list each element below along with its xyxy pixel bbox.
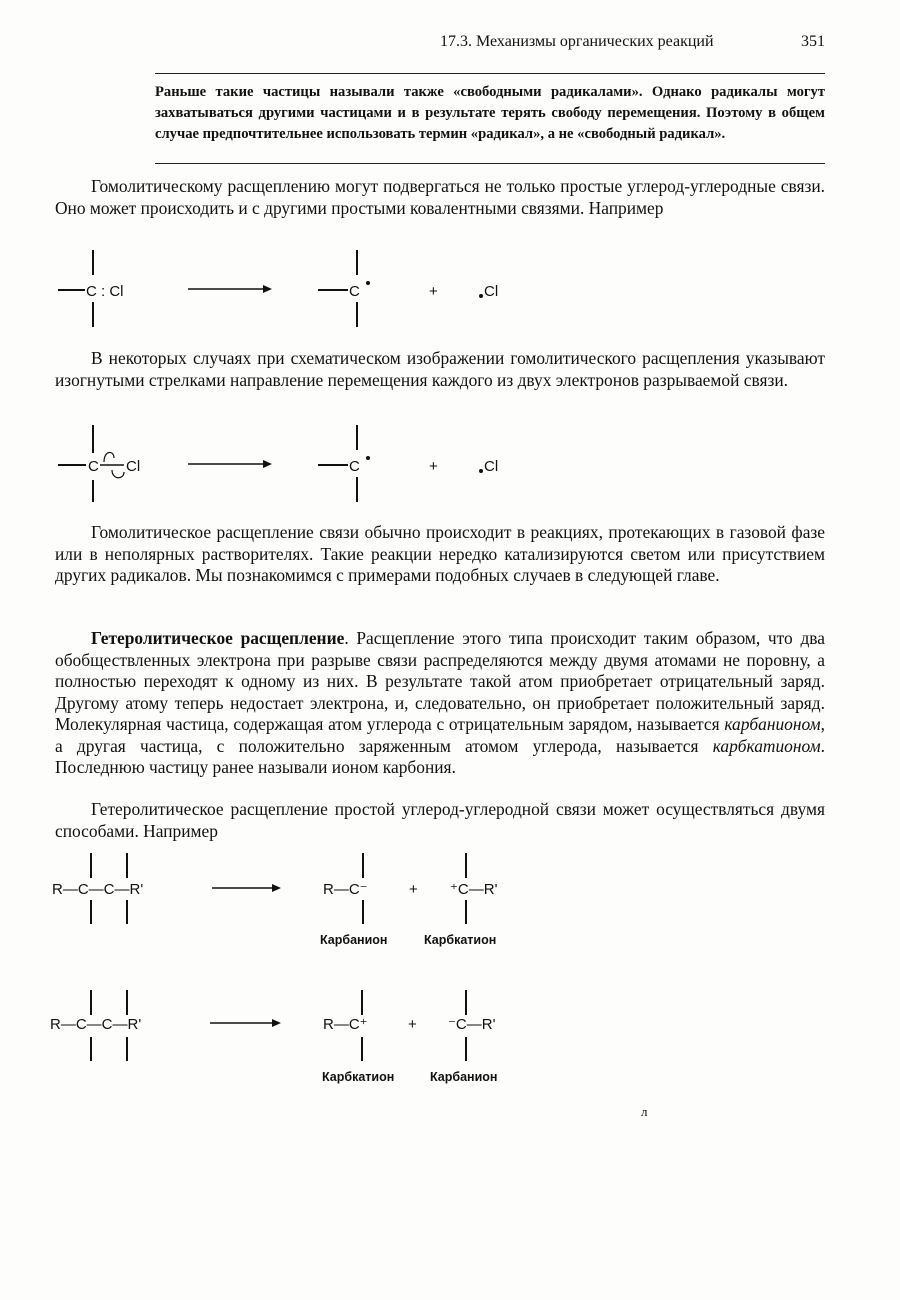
atom-cl: Cl (126, 458, 141, 475)
reaction-arrow-head (263, 285, 272, 293)
reaction-arrow-head (263, 460, 272, 468)
paragraph-text: В некоторых случаях при схематическом изображении гомолитического расщепления указывают изогнутыми стрелками направление перемещения каждого из двух электронов разрываемой связи. (55, 348, 825, 390)
paragraph-two-ways (55, 799, 825, 842)
page-number: 351 (801, 33, 825, 50)
caption-carbanion: Карбанион (430, 1070, 498, 1084)
reaction-arrow-head (272, 884, 281, 892)
note-bottom-rule (155, 163, 825, 164)
paragraph-text: Гетеролитическое расщепление простой углерод-углеродной связи может осуществляться двумя способами. Например (55, 799, 825, 841)
term-heterolytic: Гетеролитическое расщепление (91, 628, 345, 648)
plus-sign: + (429, 458, 438, 475)
curved-arrow-up (104, 452, 114, 462)
scheme-homolytic-1 (0, 245, 900, 335)
radical-dot (479, 469, 483, 473)
paragraph-gas-phase (55, 522, 825, 587)
product-carbocation: R—C⁺ (323, 1016, 368, 1033)
text-2: , а другая частица, с положительно заряженным атомом углерода, называется (55, 714, 825, 756)
paragraph-curved-arrows (55, 348, 825, 391)
reaction-arrow-head (272, 1019, 281, 1027)
plus-sign: + (408, 1016, 417, 1033)
paragraph-text: Гомолитическое расщепление связи обычно происходит в реакциях, протекающих в газовой фазе или в неполярных растворителях. Такие реакции нередко катализируются светом или присутствием других радикалов. Мы познакомимся с примерами подобных случаев в следующей главе. (55, 522, 825, 585)
running-header (440, 33, 825, 55)
scheme-heterolytic-1 (0, 848, 900, 958)
scheme-heterolytic-2 (0, 985, 900, 1095)
paragraph-text: Гомолитическому расщеплению могут подвергаться не только простые углерод-углеродные связи. Оно может происходить и с другими простыми ковалентными связями. Например (55, 176, 825, 218)
product-carbanion: R—C⁻ (323, 881, 368, 898)
reactant: R—C—C—R' (52, 881, 144, 898)
atom-cl: Cl (484, 458, 499, 475)
caption-carbocation: Карбкатион (322, 1070, 395, 1084)
paragraph-homolytic-intro (55, 176, 825, 219)
footnote-box: Раньше такие частицы называли также «свободными радикалами». Однако радикалы могут захватываться другими частицами и в результате терять свободу перемещения. Поэтому в общем случае предпочтительнее использовать термин «радикал», а не «свободный радикал». (155, 84, 825, 142)
term-carbanion: карбанионом (724, 714, 821, 734)
caption-carbocation: Карбкатион (424, 933, 497, 947)
radical-dot (366, 281, 370, 285)
product-carbanion: ⁻C—R' (448, 1016, 496, 1033)
text-1: . Расщепление этого типа происходит таким образом, что два обобществленных электрона при разрыве связи распределяются между двумя атомами не поровну, а полностью переходят к одному из них. В результате такой атом приобретает отрицательный заряд. Другому атому теперь недостает электрона, и, следовательно, он приобретает положительный заряд. Молекулярная частица, содержащая атом углерода с отрицательным зарядом, называется (55, 628, 825, 734)
atom-cl: Cl (484, 283, 499, 300)
atom-c: C : Cl (86, 283, 124, 300)
atom-c: C (88, 458, 99, 475)
plus-sign: + (429, 283, 438, 300)
atom-c-radical: C (349, 458, 360, 475)
reactant: R—C—C—R' (50, 1016, 142, 1033)
radical-dot (479, 294, 483, 298)
curved-arrow-down (112, 470, 124, 478)
plus-sign: + (409, 881, 418, 898)
product-carbocation: ⁺C—R' (450, 881, 498, 898)
atom-c-radical: C (349, 283, 360, 300)
note-top-rule (155, 73, 825, 74)
radical-dot (366, 456, 370, 460)
text-3: . Последнюю частицу ранее называли ионом карбония. (55, 735, 825, 777)
caption-carbanion: Карбанион (320, 933, 388, 947)
scheme-homolytic-2 (0, 420, 900, 510)
term-carbocation: карбкатионом (712, 735, 821, 756)
stray-mark: л (641, 1104, 648, 1119)
paragraph-heterolytic (55, 628, 825, 779)
section-title: 17.3. Механизмы органических реакций (440, 33, 714, 50)
